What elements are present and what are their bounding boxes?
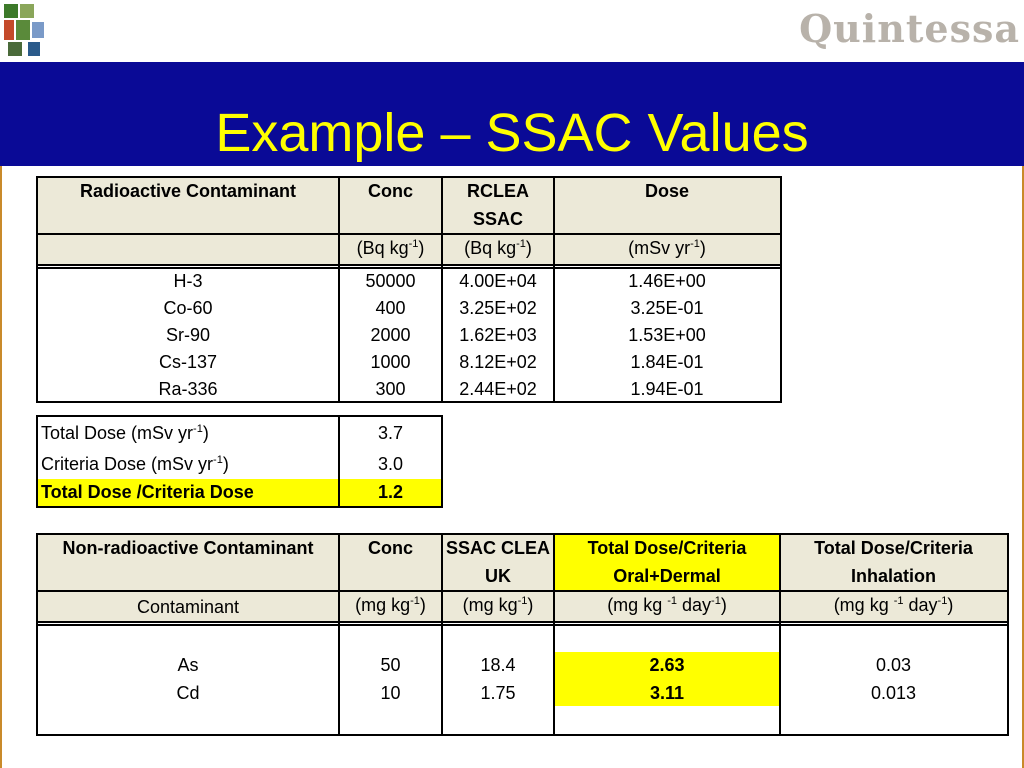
header-rclea-ssac: RCLEA SSAC [442,177,554,233]
row-oral-as: 2.63 [649,655,685,675]
row-conc-sr90: 2000 [370,325,411,345]
unit-inhalation: (mg kg $^{-1}$ day$^{-1}$) [780,593,1007,617]
row-dose-sr90: 1.53E+00 [628,325,706,345]
dose-summary-frame [36,415,443,508]
header-inhalation: Total Dose/Criteria Inhalation [780,534,1007,590]
unit-dose: (mSv $yr^{-1}$) [554,236,780,260]
row-ssac-h3: 4.00E+04 [459,271,537,291]
header-radioactive-contaminant: Radioactive Contaminant [37,177,339,205]
row-name-cd: Cd [176,683,200,703]
column-divider [779,533,781,736]
criteria-dose-label: Criteria Dose (mSv $yr^{-1}$) [41,454,229,474]
row-conc-co60: 400 [375,298,406,318]
row-dose-h3: 1.46E+00 [628,271,706,291]
quintessa-logo-icon [2,2,46,58]
unit-ssac: (mg $kg^{-1}$) [442,593,554,617]
column-divider [441,533,443,736]
header-dose: Dose [554,177,780,205]
row-ssac-cs137: 8.12E+02 [459,352,537,372]
unit-contaminant: Contaminant [37,595,339,619]
page-title: Example – SSAC Values [215,103,809,163]
ratio-label: Total Dose /Criteria Dose [41,482,254,502]
unit-ssac: (Bq $kg^{-1}$) [442,236,554,260]
row-inhal-cd: 0.013 [870,683,917,703]
unit-conc: (mg $kg^{-1}$) [339,593,442,617]
total-dose-value: 3.7 [377,423,404,443]
unit-oral: (mg kg $^{-1}$ day$^{-1}$) [554,593,780,617]
top-bar [0,0,1024,62]
ratio-value: 1.2 [377,482,404,502]
row-dose-cs137: 1.84E-01 [630,352,704,372]
row-conc-ra336: 300 [375,379,406,399]
column-divider [553,533,555,736]
total-dose-label: Total Dose (mSv $yr^{-1}$) [41,423,209,443]
header-nonradioactive-contaminant: Non-radioactive Contaminant [37,534,339,562]
row-oral-cd: 3.11 [649,683,685,703]
row-ssac-as: 18.4 [480,655,516,675]
header-oral-dermal: Total Dose/Criteria Oral+Dermal [587,538,747,586]
column-divider [338,415,340,508]
divider [36,590,1009,592]
row-conc-as: 50 [380,655,401,675]
row-name-ra336: Ra-336 [158,379,218,399]
row-name-sr90: Sr-90 [165,325,210,345]
column-divider [338,533,340,736]
row-name-h3: H-3 [173,271,203,291]
nonradioactive-frame [36,533,1009,736]
slide-content [0,166,1024,768]
row-dose-ra336: 1.94E-01 [630,379,704,399]
double-divider [36,621,1009,626]
row-inhal-as: 0.03 [875,655,912,675]
header-conc: Conc [339,534,442,562]
header-conc: Conc [339,177,442,205]
header-ssac-clea: SSAC CLEA UK [442,534,554,590]
row-ssac-sr90: 1.62E+03 [459,325,537,345]
row-name-co60: Co-60 [163,298,213,318]
unit-conc: (Bq $kg^{-1}$) [339,236,442,260]
row-ssac-ra336: 2.44E+02 [459,379,537,399]
row-ssac-cd: 1.75 [480,683,516,703]
criteria-dose-value: 3.0 [377,454,404,474]
row-conc-cs137: 1000 [370,352,411,372]
row-conc-h3: 50000 [365,271,416,291]
row-conc-cd: 10 [380,683,401,703]
row-name-cs137: Cs-137 [158,352,218,372]
divider [36,233,782,235]
row-dose-co60: 3.25E-01 [630,298,704,318]
brand-logo: Quintessa [799,6,1020,51]
row-ssac-co60: 3.25E+02 [459,298,537,318]
row-name-as: As [177,655,199,675]
